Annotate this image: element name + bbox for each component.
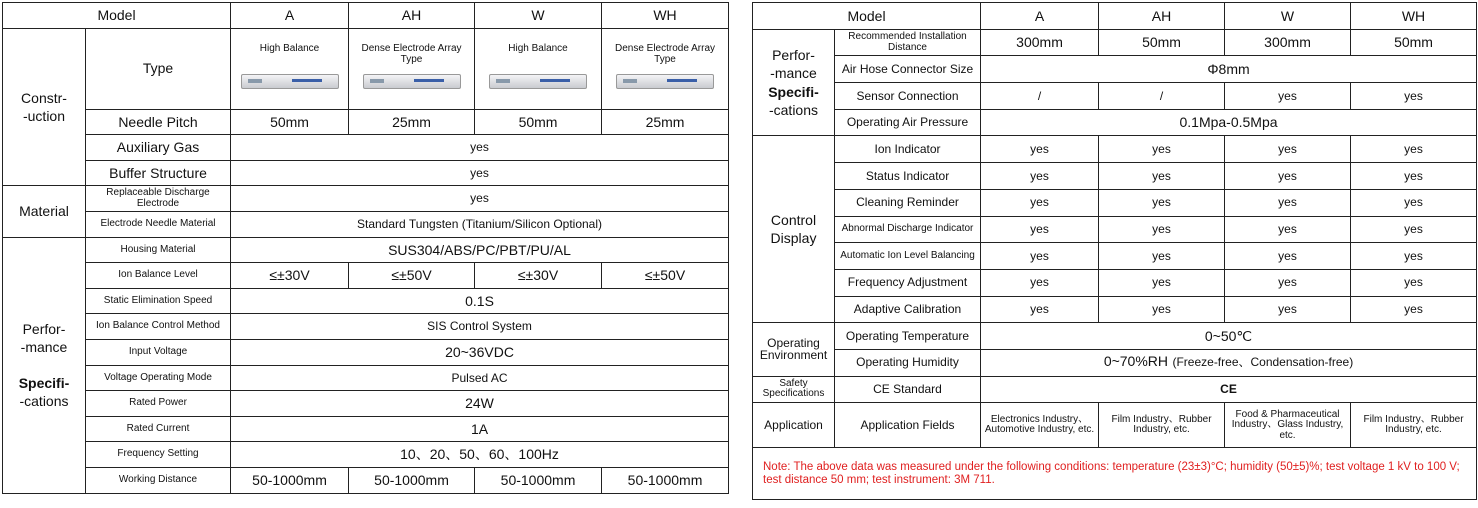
needle-pitch-wh: 25mm [602,109,729,135]
control-2-w: yes [1225,189,1351,216]
control-5-wh: yes [1351,269,1477,296]
perf-right-line4: -cations [768,101,819,118]
control-3-a: yes [981,216,1099,243]
auxiliary-gas-value: yes [231,135,729,161]
perf-right-line2: -mance [770,65,817,82]
control-row-0 [753,136,1477,163]
sensor-ah: / [1099,83,1225,110]
note-row [753,448,1477,500]
left-header-a: A [231,3,349,29]
product-image-w [489,74,587,89]
auxiliary-gas-row [3,135,729,161]
control-6-w: yes [1225,296,1351,323]
control-label-1: Status Indicator [835,163,981,190]
safety-group: Safety Specifications [753,376,835,403]
mode-value: Pulsed AC [231,365,729,391]
perf-right-line3: Specifi- [768,83,819,100]
product-image-ah [363,74,461,89]
control-label-3: Abnormal Discharge Indicator [835,216,981,243]
perf-left-line2: -mance [20,338,68,355]
humidity-label: Operating Humidity [835,349,981,376]
ion-balance-wh: ≤±50V [602,263,729,289]
type-w: High Balance [508,43,568,55]
control-0-a: yes [981,136,1099,163]
control-2-ah: yes [1099,189,1225,216]
control-6-wh: yes [1351,296,1477,323]
control-1-wh: yes [1351,163,1477,190]
current-row [3,416,729,442]
install-a: 300mm [981,29,1099,56]
frequency-row [3,442,729,468]
control-1-w: yes [1225,163,1351,190]
housing-value: SUS304/ABS/PC/PBT/PU/AL [231,237,729,263]
control-4-ah: yes [1099,243,1225,270]
control-4-wh: yes [1351,243,1477,270]
control-row-5 [753,269,1477,296]
buffer-row [3,160,729,186]
application-ah: Film Industry、Rubber Industry, etc. [1099,403,1225,448]
right-header-a: A [981,3,1099,30]
left-header-row [3,3,729,29]
frequency-label: Frequency Setting [86,442,231,468]
left-header-w: W [475,3,602,29]
control-group-line2: Display [770,230,817,247]
needle-pitch-a: 50mm [231,109,349,135]
control-label-0: Ion Indicator [835,136,981,163]
control-5-a: yes [981,269,1099,296]
speed-row [3,288,729,314]
power-label: Rated Power [86,391,231,417]
current-value: 1A [231,416,729,442]
speed-label: Static Elimination Speed [86,288,231,314]
control-row-4 [753,243,1477,270]
control-5-w: yes [1225,269,1351,296]
distance-w: 50-1000mm [475,467,602,493]
product-image-wh [616,74,714,89]
install-label: Recommended Installation Distance [835,29,981,56]
control-method-row [3,314,729,340]
construction-group-line2: -uction [22,107,66,124]
humidity-main: 0~70%RH [1103,353,1169,370]
control-label-6: Adaptive Calibration [835,296,981,323]
control-1-a: yes [981,163,1099,190]
ce-mark: CE [981,376,1477,403]
ion-balance-row [3,263,729,289]
current-label: Rated Current [86,416,231,442]
application-row [753,403,1477,448]
mode-row [3,365,729,391]
control-display-group [753,136,835,323]
auxiliary-gas-label: Auxiliary Gas [86,135,231,161]
sensor-label: Sensor Connection [835,83,981,110]
control-0-wh: yes [1351,136,1477,163]
control-5-ah: yes [1099,269,1225,296]
type-row [3,28,729,109]
control-3-wh: yes [1351,216,1477,243]
control-method-label: Ion Balance Control Method [86,314,231,340]
application-w: Food & Pharmaceutical Industry、Glass Industry, etc. [1225,403,1351,448]
temp-label: Operating Temperature [835,323,981,350]
needle-pitch-w: 50mm [475,109,602,135]
ce-row [753,376,1477,403]
control-label-5: Frequency Adjustment [835,269,981,296]
right-header-wh: WH [1351,3,1477,30]
type-label: Type [86,28,231,109]
perf-left-line3: Specifi- [18,375,70,392]
control-group-line1: Control [770,212,817,229]
type-ah: Dense Electrode Array Type [361,43,462,65]
performance-group-right [753,29,835,136]
pressure-row [753,109,1477,136]
control-6-a: yes [981,296,1099,323]
install-row [753,29,1477,56]
control-row-2 [753,189,1477,216]
hose-row [753,56,1477,83]
sensor-wh: yes [1351,83,1477,110]
humidity-note: (Freeze-free、Condensation-free) [1172,355,1354,370]
type-cell-ah [349,28,475,109]
mode-label: Voltage Operating Mode [86,365,231,391]
ce-label: CE Standard [835,376,981,403]
type-cell-a [231,28,349,109]
distance-wh: 50-1000mm [602,467,729,493]
control-row-6 [753,296,1477,323]
distance-row [3,467,729,493]
needle-pitch-label: Needle Pitch [86,109,231,135]
humidity-value [981,349,1477,376]
construction-group [3,28,86,186]
control-row-3 [753,216,1477,243]
voltage-row [3,339,729,365]
material-group: Material [3,186,86,237]
perf-right-line1: Perfor- [772,47,815,64]
control-3-w: yes [1225,216,1351,243]
ion-balance-w: ≤±30V [475,263,602,289]
control-4-a: yes [981,243,1099,270]
humidity-row [753,349,1477,376]
left-header-model: Model [3,3,231,29]
application-a: Electronics Industry、Automotive Industry, etc. [981,403,1099,448]
environment-group: Operating Environment [753,323,835,376]
control-2-a: yes [981,189,1099,216]
sensor-w: yes [1225,83,1351,110]
control-label-4: Automatic Ion Level Balancing [835,243,981,270]
discharge-value: yes [231,186,729,212]
left-header-ah: AH [349,3,475,29]
application-group: Application [753,403,835,448]
needle-material-value: Standard Tungsten (Titanium/Silicon Optional) [231,211,729,237]
product-image-a [241,74,339,89]
voltage-value: 20~36VDC [231,339,729,365]
application-wh: Film Industry、Rubber Industry, etc. [1351,403,1477,448]
pressure-label: Operating Air Pressure [835,109,981,136]
ion-balance-ah: ≤±50V [349,263,475,289]
sensor-row [753,83,1477,110]
left-spec-table [2,2,729,494]
type-cell-w [475,28,602,109]
power-value: 24W [231,391,729,417]
power-row [3,391,729,417]
right-spec-table [752,2,1477,500]
right-header-ah: AH [1099,3,1225,30]
distance-a: 50-1000mm [231,467,349,493]
type-cell-wh [602,28,729,109]
hose-value: Φ8mm [981,56,1477,83]
control-label-2: Cleaning Reminder [835,189,981,216]
control-3-ah: yes [1099,216,1225,243]
buffer-label: Buffer Structure [86,160,231,186]
right-header-row [753,3,1477,30]
control-method-value: SIS Control System [231,314,729,340]
discharge-label: Replaceable Discharge Electrode [86,186,231,212]
needle-material-row [3,211,729,237]
ion-balance-label: Ion Balance Level [86,263,231,289]
control-6-ah: yes [1099,296,1225,323]
needle-material-label: Electrode Needle Material [86,211,231,237]
sensor-a: / [981,83,1099,110]
control-2-wh: yes [1351,189,1477,216]
control-0-w: yes [1225,136,1351,163]
needle-pitch-row [3,109,729,135]
perf-left-line1: Perfor- [22,320,66,337]
distance-label: Working Distance [86,467,231,493]
control-0-ah: yes [1099,136,1225,163]
discharge-row [3,186,729,212]
install-w: 300mm [1225,29,1351,56]
type-a: High Balance [259,43,320,55]
install-ah: 50mm [1099,29,1225,56]
temp-row [753,323,1477,350]
install-wh: 50mm [1351,29,1477,56]
measurement-note: Note: The above data was measured under the following conditions: temperature (23±3)°C; humidity (50±5)%; test voltage 1 kV to 100 V; test distance 50 mm; test instrument: 3M 711. [753,448,1477,500]
housing-label: Housing Material [86,237,231,263]
needle-pitch-ah: 25mm [349,109,475,135]
hose-label: Air Hose Connector Size [835,56,981,83]
control-1-ah: yes [1099,163,1225,190]
right-header-model: Model [753,3,981,30]
distance-ah: 50-1000mm [349,467,475,493]
temp-value: 0~50℃ [981,323,1477,350]
pressure-value: 0.1Mpa-0.5Mpa [981,109,1477,136]
housing-row [3,237,729,263]
right-header-w: W [1225,3,1351,30]
frequency-value: 10、20、50、60、100Hz [231,442,729,468]
control-row-1 [753,163,1477,190]
perf-left-line4: -cations [19,393,69,410]
speed-value: 0.1S [231,288,729,314]
ion-balance-a: ≤±30V [231,263,349,289]
type-wh: Dense Electrode Array Type [614,43,716,65]
construction-group-line1: Constr- [21,89,67,106]
voltage-label: Input Voltage [86,339,231,365]
application-fields-label: Application Fields [835,403,981,448]
left-header-wh: WH [602,3,729,29]
buffer-value: yes [231,160,729,186]
control-4-w: yes [1225,243,1351,270]
performance-group-left [3,237,86,493]
